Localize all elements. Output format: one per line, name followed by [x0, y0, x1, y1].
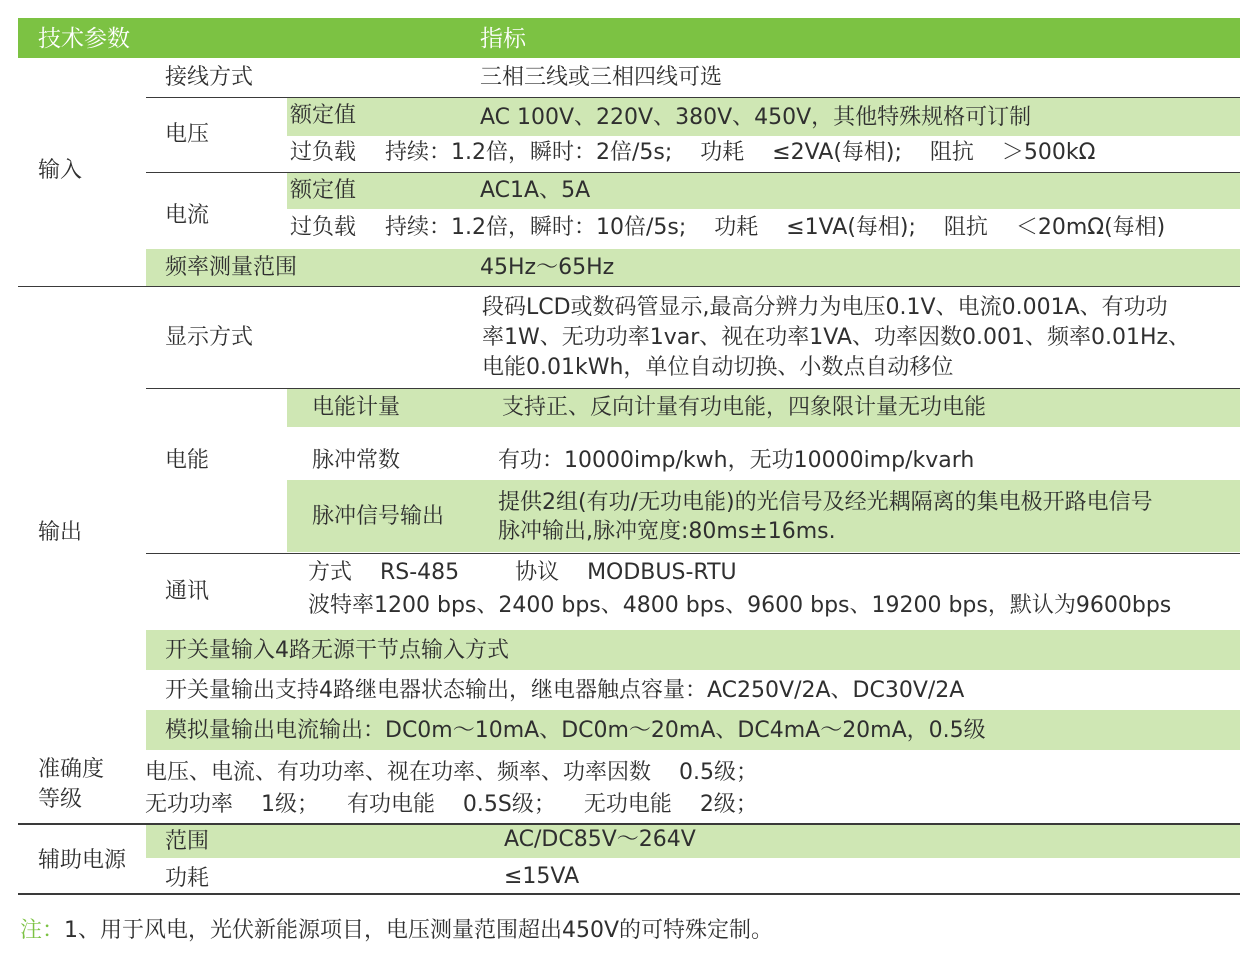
aux-power-label: 辅助电源	[38, 848, 127, 873]
switch-in-text: 开关量输入4路无源干节点输入方式	[165, 638, 509, 663]
voltage-overload-label: 过负载	[290, 140, 357, 165]
accuracy-line-1: 电压、电流、有功功率、视在功率、频率、功率因数 0.5级；	[145, 760, 758, 785]
section-output-label: 输出	[38, 520, 83, 545]
voltage-overload-value: 持续：1.2倍，瞬时：2倍/5s; 功耗 ≤2VA(每相); 阻抗 ＞500kΩ	[385, 140, 1096, 165]
divider	[146, 553, 1240, 554]
table-bottom-border	[18, 893, 1240, 895]
energy-metering-label: 电能计量	[312, 395, 401, 420]
freq-label: 频率测量范围	[165, 255, 298, 280]
aux-power-cons-value: ≤15VA	[504, 864, 580, 889]
display-label: 显示方式	[165, 325, 254, 350]
energy-metering-value: 支持正、反向计量有功电能，四象限计量无功电能	[502, 395, 987, 420]
wiring-value: 三相三线或三相四线可选	[480, 65, 723, 90]
accuracy-label-2: 等级	[38, 787, 83, 812]
aux-range-label: 范围	[165, 829, 210, 854]
note-text: 1、用于风电，光伏新能源项目，电压测量范围超出450V的可特殊定制。	[64, 918, 774, 943]
current-overload-value: 持续：1.2倍，瞬时：10倍/5s; 功耗 ≤1VA(每相); 阻抗 ＜20mΩ(每相)	[385, 215, 1166, 240]
energy-label: 电能	[165, 448, 210, 473]
current-label: 电流	[165, 203, 210, 228]
voltage-label: 电压	[165, 122, 210, 147]
wiring-label: 接线方式	[165, 65, 254, 90]
aux-range-value: AC/DC85V～264V	[504, 827, 696, 852]
header-col-spec: 指标	[480, 26, 526, 52]
freq-row-bg	[146, 249, 1240, 286]
header-col-params: 技术参数	[38, 26, 130, 52]
section-input-label: 输入	[38, 158, 83, 183]
note-label: 注：	[20, 918, 65, 943]
voltage-rated-value: AC 100V、220V、380V、450V，其他特殊规格可订制	[480, 105, 1032, 130]
current-rated-value: AC1A、5A	[480, 178, 591, 203]
freq-value: 45Hz～65Hz	[480, 255, 615, 280]
accuracy-label-1: 准确度	[38, 757, 105, 782]
comm-line-2: 波特率1200 bps、2400 bps、4800 bps、9600 bps、19200 bps，默认为9600bps	[308, 593, 1172, 618]
current-rated-bg	[287, 173, 1240, 209]
switch-out-text: 开关量输出支持4路继电器状态输出，继电器触点容量：AC250V/2A、DC30V/2A	[165, 678, 965, 703]
aux-power-cons-label: 功耗	[165, 866, 210, 891]
current-overload-label: 过负载	[290, 215, 357, 240]
comm-line-1: 方式 RS-485 协议 MODBUS-RTU	[308, 560, 737, 585]
comm-label: 通讯	[165, 579, 210, 604]
display-line-2: 率1W、无功功率1var、视在功率1VA、功率因数0.001、频率0.01Hz、	[482, 325, 1191, 350]
pulse-out-label: 脉冲信号输出	[312, 504, 445, 529]
section-divider	[18, 286, 1240, 287]
display-line-3: 电能0.01kWh，单位自动切换、小数点自动移位	[482, 355, 954, 380]
pulse-out-line-1: 提供2组(有功/无功电能)的光信号及经光耦隔离的集电极开路电信号	[498, 490, 1153, 515]
table-header	[18, 18, 1240, 58]
note	[20, 917, 773, 945]
display-line-1: 段码LCD或数码管显示,最高分辨力为电压0.1V、电流0.001A、有功功	[482, 295, 1168, 320]
analog-out-text: 模拟量输出电流输出：DC0m～10mA、DC0m～20mA、DC4mA～20mA，0.5级	[165, 718, 986, 743]
pulse-const-value: 有功：10000imp/kwh，无功10000imp/kvarh	[498, 448, 975, 473]
pulse-const-label: 脉冲常数	[312, 448, 401, 473]
accuracy-line-2: 无功功率 1级； 有功电能 0.5S级； 无功电能 2级；	[145, 792, 758, 817]
current-rated-label: 额定值	[290, 178, 357, 203]
pulse-out-line-2: 脉冲输出,脉冲宽度:80ms±16ms.	[498, 519, 836, 544]
voltage-rated-label: 额定值	[290, 103, 357, 128]
